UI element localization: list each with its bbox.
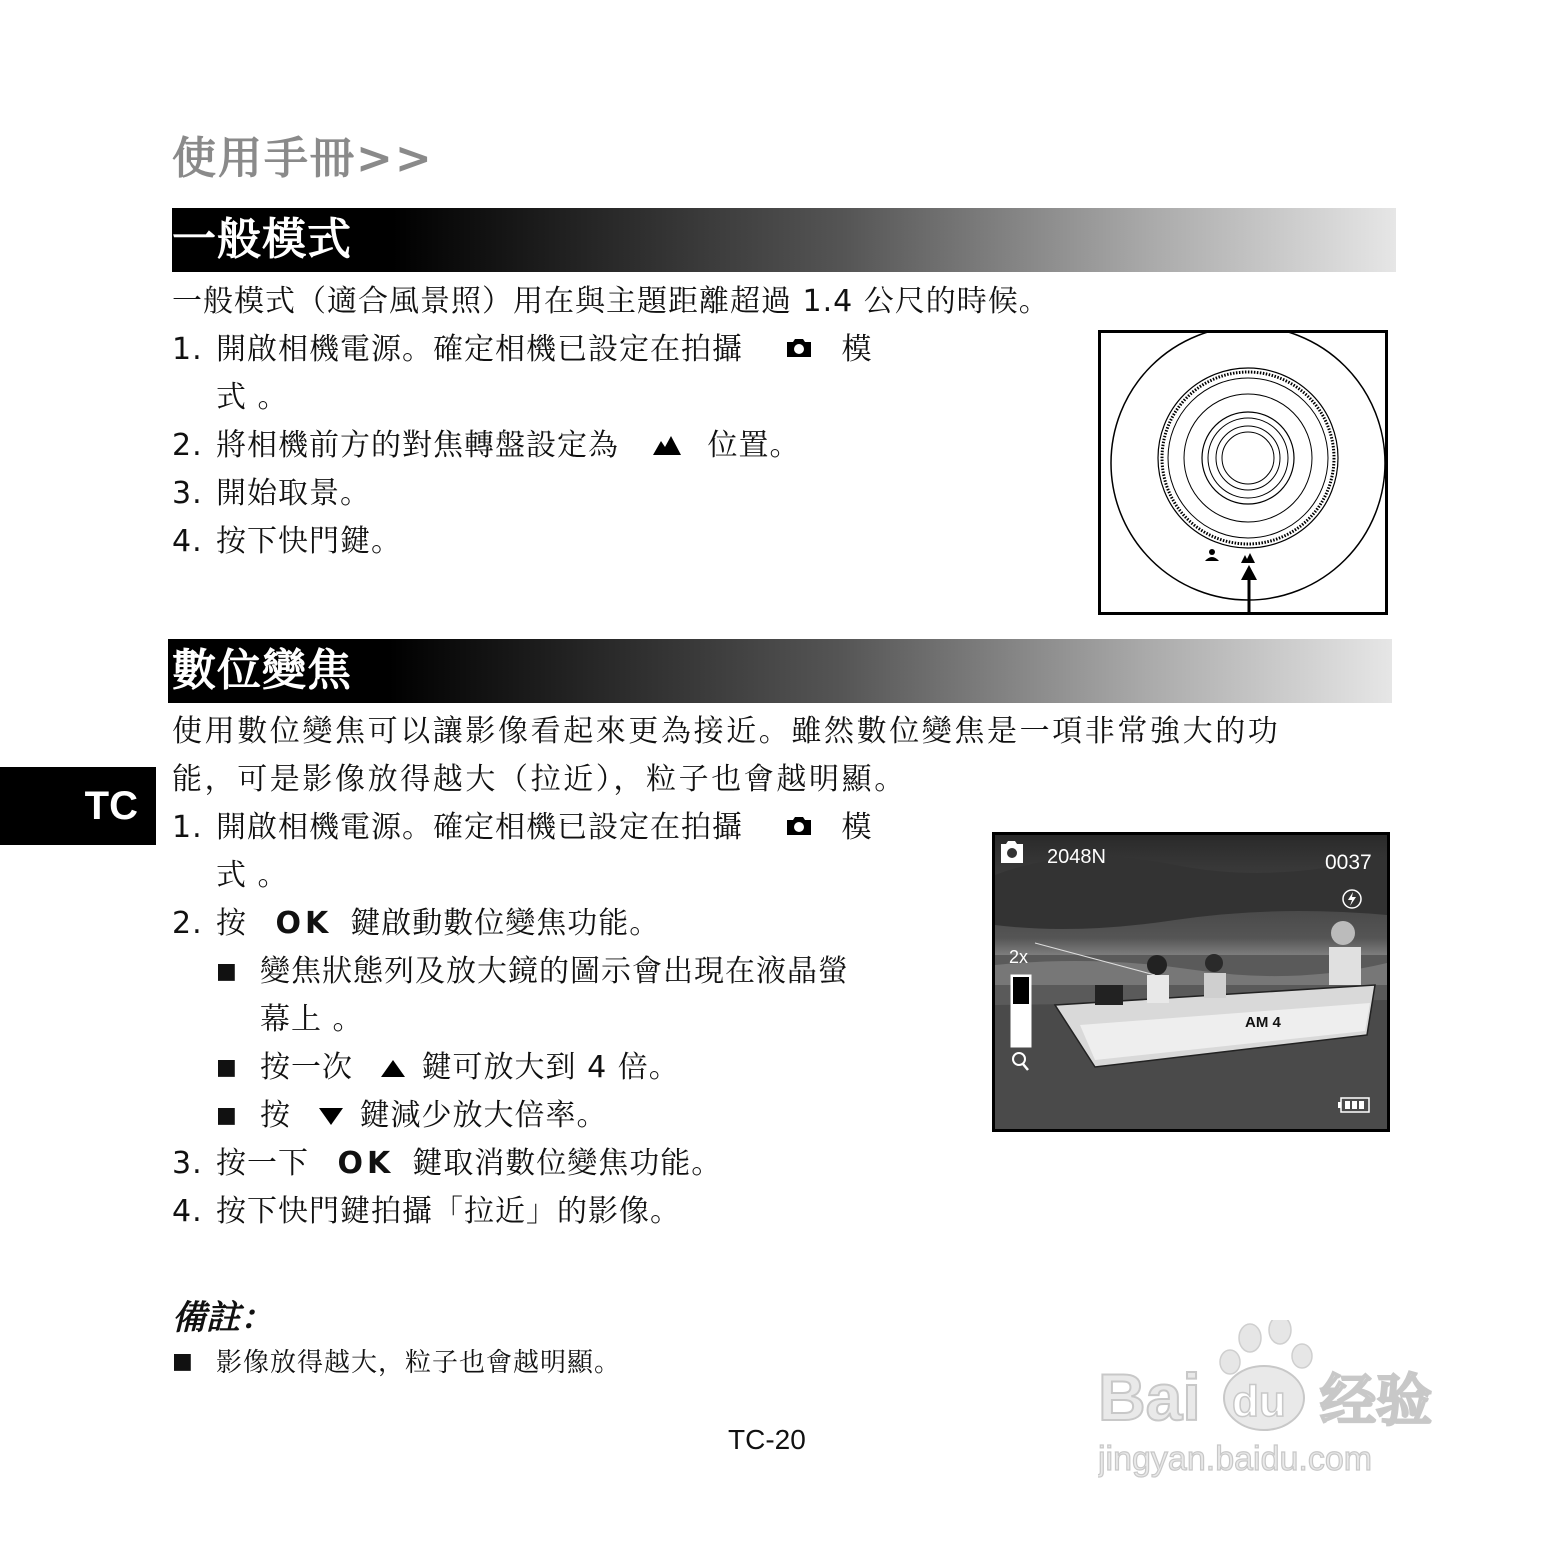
zoom-step-2: 2. 按 OK 鍵啟動數位變焦功能。 bbox=[172, 906, 661, 941]
page-number: TC-20 bbox=[728, 1424, 806, 1455]
focus-dial-illustration bbox=[1098, 330, 1388, 615]
watermark-bai: Bai bbox=[1098, 1360, 1201, 1434]
watermark-jingyan: 经验 bbox=[1320, 1369, 1432, 1434]
zoom-bar-level bbox=[1013, 977, 1029, 1004]
general-step-4: 4. 按下快門鍵。 bbox=[172, 524, 402, 559]
lcd-resolution: 2048N bbox=[1047, 846, 1106, 868]
note-item: ■ 影像放得越大，粒子也會越明顯。 bbox=[172, 1348, 622, 1378]
triangle-down-icon bbox=[318, 1097, 344, 1137]
zoom-bullet-1-cont: 幕上 。 bbox=[260, 1002, 364, 1037]
language-tab: TC bbox=[0, 767, 156, 845]
general-mode-intro: 一般模式（適合風景照）用在與主題距離超過 1.4 公尺的時候。 bbox=[172, 284, 1050, 319]
zoom-bullet-3: ■ 按 鍵減少放大倍率。 bbox=[216, 1096, 608, 1137]
general-step-2: 2. 將相機前方的對焦轉盤設定為 位置。 bbox=[172, 426, 801, 467]
digital-zoom-intro-2: 能，可是影像放得越大（拉近），粒子也會越明顯。 bbox=[172, 762, 907, 797]
manual-header: 使用手冊>> bbox=[172, 133, 434, 184]
lcd-shot-count: 0037 bbox=[1325, 851, 1372, 874]
triangle-up-icon bbox=[380, 1049, 406, 1089]
portrait-icon bbox=[1205, 549, 1219, 561]
section-bar-digital-zoom bbox=[168, 639, 1392, 703]
ok-key-label: OK bbox=[275, 906, 333, 941]
zoom-step-3: 3. 按一下 OK 鍵取消數位變焦功能。 bbox=[172, 1146, 723, 1181]
watermark-url: jingyan.baidu.com bbox=[1098, 1440, 1373, 1478]
general-step-1-cont: 式 。 bbox=[216, 380, 289, 415]
lcd-zoom-value: 2x bbox=[1009, 947, 1029, 967]
watermark-du: du bbox=[1232, 1377, 1286, 1426]
camera-icon bbox=[784, 809, 814, 849]
section-bar-general-mode bbox=[172, 208, 1396, 272]
general-step-1: 1. 開啟相機電源。確定相機已設定在拍攝 模 bbox=[172, 330, 873, 371]
note-title: 備註： bbox=[172, 1298, 274, 1338]
zoom-step-1: 1. 開啟相機電源。確定相機已設定在拍攝 模 bbox=[172, 808, 873, 849]
zoom-bullet-2: ■ 按一次 鍵可放大到 4 倍。 bbox=[216, 1048, 680, 1089]
digital-zoom-intro-1: 使用數位變焦可以讓影像看起來更為接近。雖然數位變焦是一項非常強大的功 bbox=[172, 714, 1281, 749]
camera-icon bbox=[784, 331, 814, 371]
section-title-digital-zoom: 數位變焦 bbox=[172, 645, 352, 696]
mountain-icon bbox=[652, 427, 682, 467]
lcd-preview-image bbox=[995, 835, 1387, 1129]
mountain-icon bbox=[1241, 553, 1255, 563]
zoom-step-1-cont: 式 。 bbox=[216, 858, 289, 893]
general-step-3: 3. 開始取景。 bbox=[172, 476, 371, 511]
zoom-step-4: 4. 按下快門鍵拍攝「拉近」的影像。 bbox=[172, 1194, 681, 1229]
lcd-zoom-preview bbox=[992, 832, 1390, 1132]
section-title-general-mode: 一般模式 bbox=[172, 214, 352, 265]
zoom-bullet-1: ■ 變焦狀態列及放大鏡的圖示會出現在液晶螢 bbox=[216, 954, 849, 989]
ok-key-label: OK bbox=[337, 1146, 395, 1181]
baidu-jingyan-watermark-logo bbox=[1098, 1320, 1458, 1490]
boat-hull-text: AM 4 bbox=[1245, 1014, 1281, 1031]
camera-mode-icon bbox=[1001, 841, 1023, 863]
